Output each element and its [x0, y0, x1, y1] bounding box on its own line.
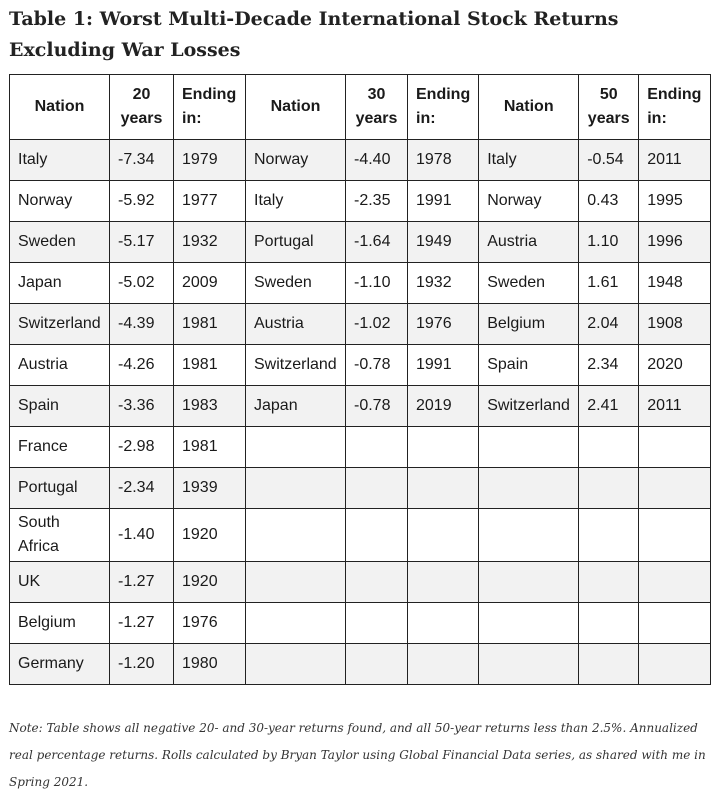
cell-nation-50	[479, 468, 579, 509]
cell-ending-20: 1920	[174, 509, 246, 562]
cell-value-30	[346, 468, 408, 509]
cell-value-50: -0.54	[579, 140, 639, 181]
table-title: Table 1: Worst Multi-Decade International Stock Returns Excluding War Losses	[9, 8, 619, 61]
header-20-years: 20 years	[110, 75, 174, 140]
table-row	[10, 386, 711, 427]
table-row	[10, 304, 711, 345]
cell-value-20: -7.34	[110, 140, 174, 181]
cell-nation-30: Italy	[246, 181, 346, 222]
cell-value-50	[579, 562, 639, 603]
cell-ending-20: 2009	[174, 263, 246, 304]
cell-value-20: -1.20	[110, 644, 174, 685]
cell-ending-50: 2011	[639, 386, 711, 427]
cell-nation-20: UK	[10, 562, 110, 603]
cell-value-20: -3.36	[110, 386, 174, 427]
cell-ending-50	[639, 427, 711, 468]
cell-nation-20: Switzerland	[10, 304, 110, 345]
cell-value-50: 2.41	[579, 386, 639, 427]
cell-ending-20: 1980	[174, 644, 246, 685]
cell-ending-30	[408, 427, 479, 468]
table-row	[10, 603, 711, 644]
cell-nation-50: Sweden	[479, 263, 579, 304]
cell-nation-30	[246, 427, 346, 468]
cell-ending-20: 1976	[174, 603, 246, 644]
cell-ending-30: 1978	[408, 140, 479, 181]
cell-ending-30	[408, 468, 479, 509]
cell-nation-50	[479, 644, 579, 685]
cell-ending-20: 1981	[174, 304, 246, 345]
cell-ending-30	[408, 644, 479, 685]
cell-value-50	[579, 644, 639, 685]
cell-value-50: 2.34	[579, 345, 639, 386]
cell-value-30	[346, 644, 408, 685]
cell-ending-50	[639, 644, 711, 685]
header-nation-20: Nation	[10, 75, 110, 140]
cell-nation-50: Spain	[479, 345, 579, 386]
cell-value-30	[346, 603, 408, 644]
header-50-years: 50 years	[579, 75, 639, 140]
cell-nation-30: Norway	[246, 140, 346, 181]
table-row	[10, 562, 711, 603]
cell-nation-30: Sweden	[246, 263, 346, 304]
cell-value-30: -0.78	[346, 386, 408, 427]
cell-nation-20: Germany	[10, 644, 110, 685]
cell-nation-30: Portugal	[246, 222, 346, 263]
header-ending-20: Ending in:	[174, 75, 246, 140]
cell-value-20: -2.98	[110, 427, 174, 468]
cell-value-20: -4.26	[110, 345, 174, 386]
cell-nation-20: France	[10, 427, 110, 468]
cell-value-50	[579, 509, 639, 562]
cell-nation-50	[479, 509, 579, 562]
cell-nation-30: Austria	[246, 304, 346, 345]
cell-value-30: -2.35	[346, 181, 408, 222]
cell-nation-30: Japan	[246, 386, 346, 427]
cell-ending-30	[408, 562, 479, 603]
cell-ending-20: 1920	[174, 562, 246, 603]
cell-value-50: 0.43	[579, 181, 639, 222]
cell-value-20: -5.02	[110, 263, 174, 304]
cell-ending-30: 1991	[408, 345, 479, 386]
cell-ending-20: 1939	[174, 468, 246, 509]
cell-ending-20: 1981	[174, 427, 246, 468]
cell-value-50	[579, 603, 639, 644]
cell-nation-50: Italy	[479, 140, 579, 181]
cell-nation-30	[246, 603, 346, 644]
cell-value-30	[346, 509, 408, 562]
cell-value-50: 2.04	[579, 304, 639, 345]
cell-nation-50: Austria	[479, 222, 579, 263]
cell-nation-30	[246, 644, 346, 685]
header-ending-50: Ending in:	[639, 75, 711, 140]
cell-value-20: -5.92	[110, 181, 174, 222]
cell-value-20: -4.39	[110, 304, 174, 345]
table-row	[10, 644, 711, 685]
table-row	[10, 140, 711, 181]
cell-value-50: 1.61	[579, 263, 639, 304]
cell-value-50	[579, 468, 639, 509]
cell-value-20: -1.40	[110, 509, 174, 562]
cell-nation-20: Austria	[10, 345, 110, 386]
cell-ending-20: 1932	[174, 222, 246, 263]
table-row	[10, 468, 711, 509]
cell-ending-30: 1991	[408, 181, 479, 222]
cell-value-20: -1.27	[110, 562, 174, 603]
cell-ending-50: 2020	[639, 345, 711, 386]
cell-ending-30: 1949	[408, 222, 479, 263]
cell-nation-50	[479, 603, 579, 644]
cell-value-20: -1.27	[110, 603, 174, 644]
header-nation-50: Nation	[479, 75, 579, 140]
cell-value-30: -1.10	[346, 263, 408, 304]
cell-nation-30	[246, 468, 346, 509]
cell-value-30: -0.78	[346, 345, 408, 386]
cell-ending-50: 1908	[639, 304, 711, 345]
cell-nation-50	[479, 562, 579, 603]
cell-nation-20: Norway	[10, 181, 110, 222]
cell-ending-50: 1948	[639, 263, 711, 304]
cell-ending-20: 1983	[174, 386, 246, 427]
table-row	[10, 181, 711, 222]
cell-value-30: -1.02	[346, 304, 408, 345]
cell-ending-30	[408, 603, 479, 644]
cell-nation-50	[479, 427, 579, 468]
cell-ending-50: 1996	[639, 222, 711, 263]
cell-nation-20: Italy	[10, 140, 110, 181]
table-row	[10, 263, 711, 304]
cell-ending-30: 2019	[408, 386, 479, 427]
cell-nation-30	[246, 509, 346, 562]
cell-nation-20: South Africa	[10, 509, 110, 562]
cell-nation-20: Portugal	[10, 468, 110, 509]
cell-nation-30	[246, 562, 346, 603]
cell-value-50	[579, 427, 639, 468]
table-row	[10, 509, 711, 562]
cell-nation-50: Switzerland	[479, 386, 579, 427]
cell-nation-50: Belgium	[479, 304, 579, 345]
header-nation-30: Nation	[246, 75, 346, 140]
cell-nation-20: Belgium	[10, 603, 110, 644]
cell-ending-30: 1932	[408, 263, 479, 304]
cell-ending-20: 1977	[174, 181, 246, 222]
cell-value-30: -1.64	[346, 222, 408, 263]
cell-value-30: -4.40	[346, 140, 408, 181]
cell-ending-50	[639, 603, 711, 644]
header-row	[10, 75, 711, 140]
cell-nation-20: Sweden	[10, 222, 110, 263]
cell-ending-50	[639, 468, 711, 509]
cell-ending-30	[408, 509, 479, 562]
cell-nation-50: Norway	[479, 181, 579, 222]
cell-ending-50: 1995	[639, 181, 711, 222]
table-row	[10, 427, 711, 468]
cell-ending-50	[639, 509, 711, 562]
cell-nation-30: Switzerland	[246, 345, 346, 386]
cell-value-30	[346, 562, 408, 603]
cell-value-20: -2.34	[110, 468, 174, 509]
cell-ending-50	[639, 562, 711, 603]
returns-table	[9, 74, 711, 685]
cell-ending-20: 1981	[174, 345, 246, 386]
table-note: Note: Table shows all negative 20- and 30-year returns found, and all 50-year returns less than 2.5%. Annualized real percentage returns. Rolls calculated by Bryan Taylor using Global Financial Data series, as shared with me in Spring 2021.	[9, 721, 706, 789]
cell-ending-30: 1976	[408, 304, 479, 345]
cell-ending-50: 2011	[639, 140, 711, 181]
cell-nation-20: Spain	[10, 386, 110, 427]
table-row	[10, 345, 711, 386]
cell-nation-20: Japan	[10, 263, 110, 304]
cell-value-20: -5.17	[110, 222, 174, 263]
cell-value-30	[346, 427, 408, 468]
cell-ending-20: 1979	[174, 140, 246, 181]
cell-value-50: 1.10	[579, 222, 639, 263]
header-30-years: 30 years	[346, 75, 408, 140]
table-row	[10, 222, 711, 263]
header-ending-30: Ending in:	[408, 75, 479, 140]
